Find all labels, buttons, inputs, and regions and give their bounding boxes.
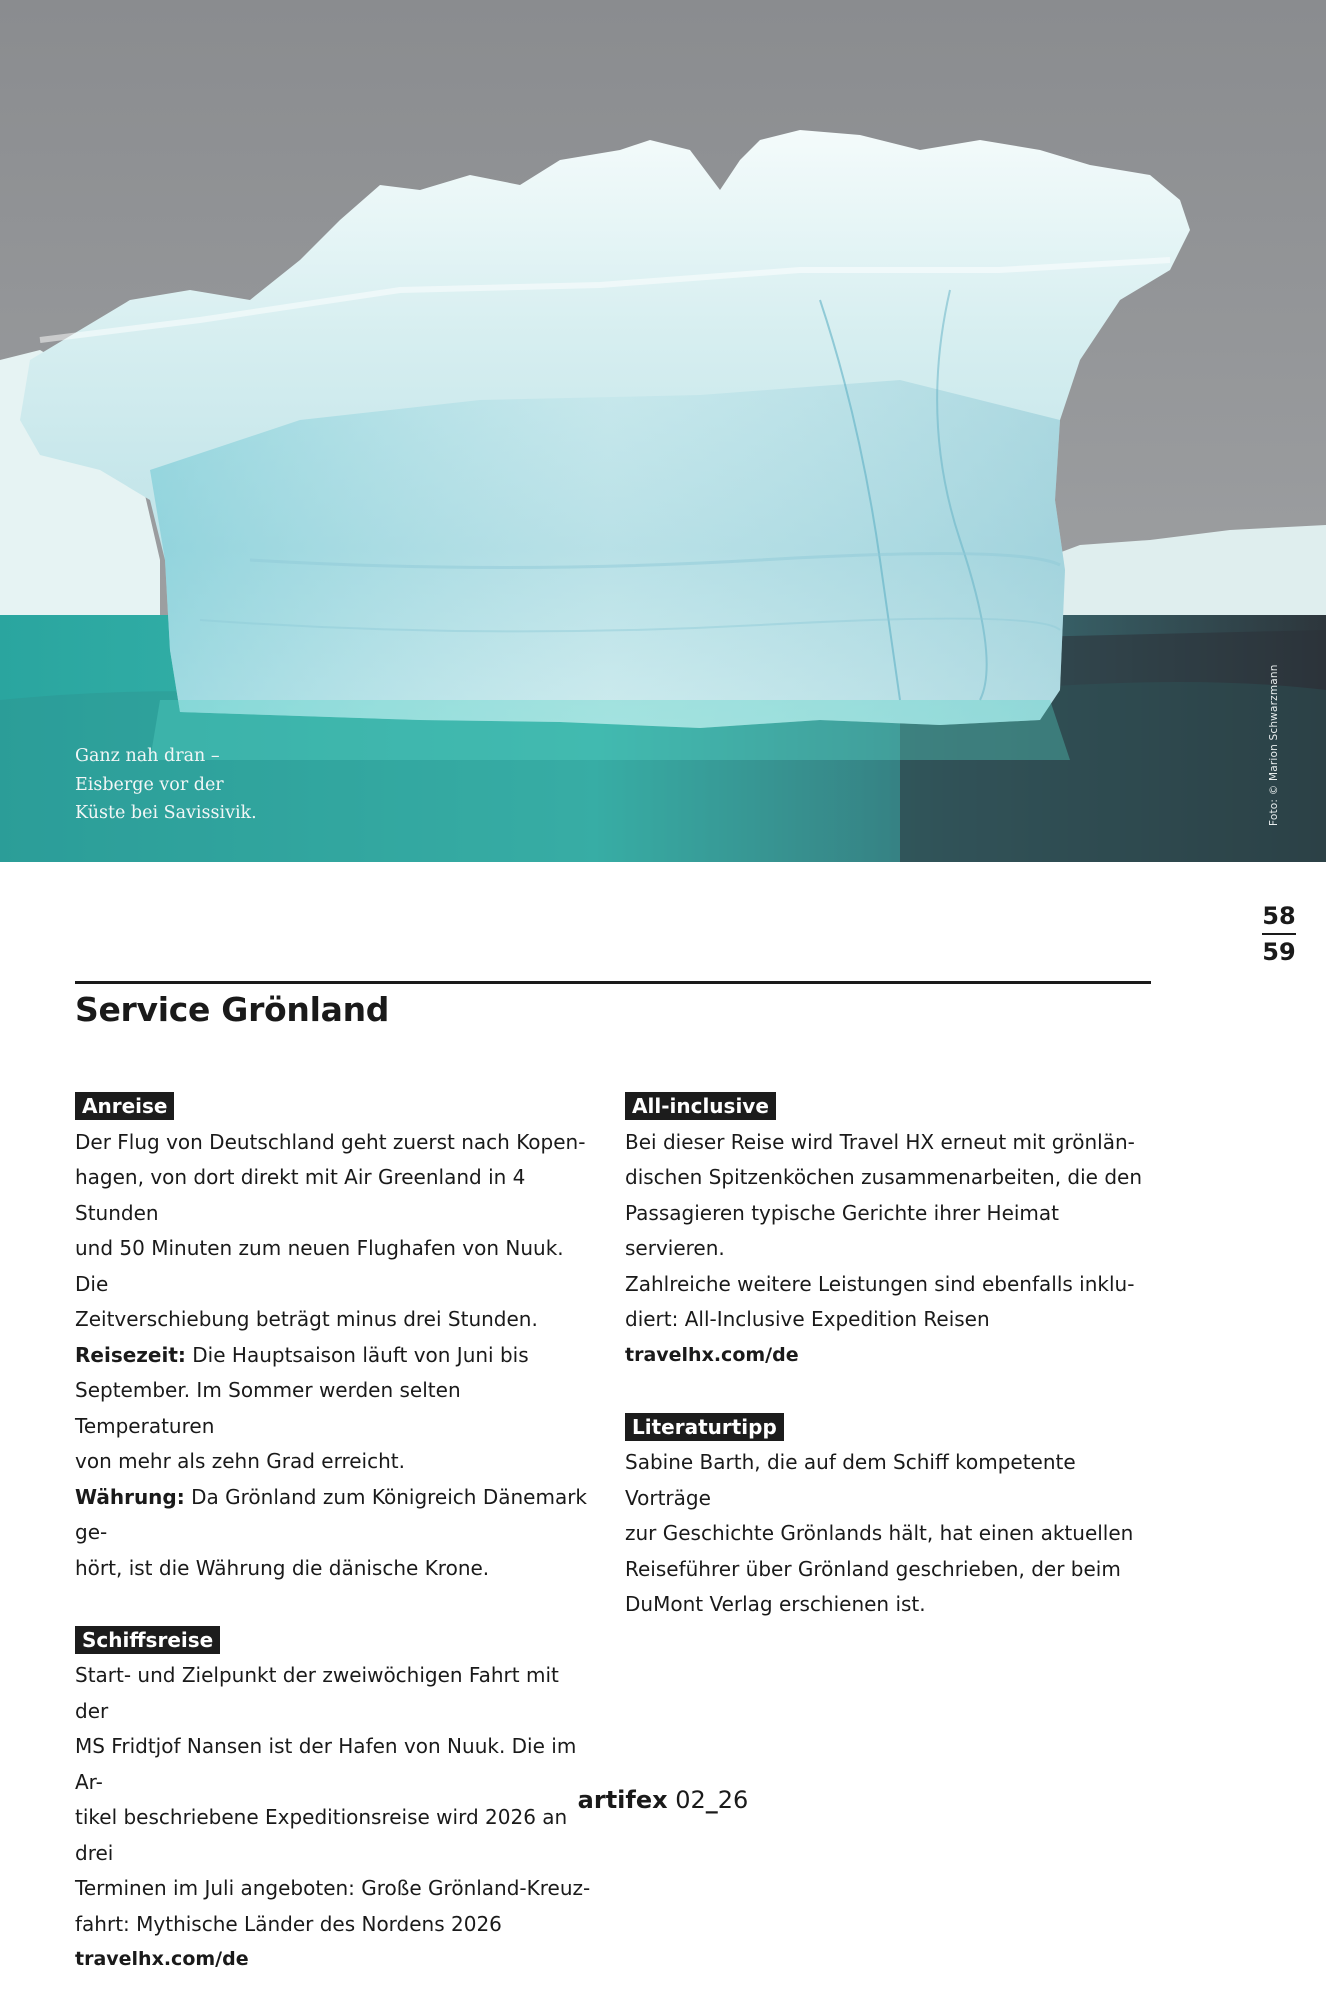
schiffsreise-text: Start- und Zielpunkt der zweiwöchigen Fahrt mit der MS Fridtjof Nansen ist der Hafen von Nuuk. Die im Ar- tikel beschriebene Expeditionsreise wird 2026 an drei Terminen im Juli angeboten: Große Grönland-Kreuz- fahrt: Mythische Länder des Nordens 2026	[75, 1663, 591, 1936]
hero-photo	[0, 0, 1326, 862]
waehrung-label: Währung:	[75, 1484, 185, 1509]
photo-credit: Foto: © Marion Schwarzmann	[1268, 664, 1280, 826]
all-inclusive-text: Bei dieser Reise wird Travel HX erneut mit grönlän- dischen Spitzenköchen zusammenarbeiten, die den Passagieren typische Gerichte ihrer Heimat servieren. Zahlreiche weitere Leistungen sind ebenfalls inklu- diert: All-Inclusive Expedition Reisen	[625, 1129, 1143, 1331]
all-inclusive-label: All-inclusive	[625, 1092, 776, 1120]
all-inclusive-section	[625, 1088, 1145, 1373]
schiffsreise-label: Schiffsreise	[75, 1626, 220, 1654]
footer-number: 26	[717, 1786, 749, 1814]
all-inclusive-link[interactable]: travelhx.com/de	[625, 1343, 799, 1366]
reisezeit-label: Reisezeit:	[75, 1342, 186, 1367]
schiffsreise-link[interactable]: travelhx.com/de	[75, 1948, 249, 1970]
iceberg-photo	[0, 0, 1326, 862]
footer-brand: artifex	[577, 1786, 668, 1814]
literaturtipp-label: Literaturtipp	[625, 1413, 784, 1441]
right-column	[625, 1088, 1145, 1658]
anreise-section	[75, 1088, 595, 1586]
section-title: Service Grönland	[75, 990, 390, 1029]
literaturtipp-section	[625, 1409, 1145, 1623]
footer	[0, 1786, 1326, 1814]
left-column	[75, 1088, 595, 2013]
literaturtipp-text: Sabine Barth, die auf dem Schiff kompetente Vorträge zur Geschichte Grönlands hält, hat einen aktuellen Reiseführer über Grönland geschrieben, der beim DuMont Verlag erschienen ist.	[625, 1450, 1134, 1616]
anreise-text	[75, 1125, 595, 1587]
photo-caption: Ganz nah dran – Eisberge vor der Küste bei Savissivik.	[75, 746, 257, 823]
waehrung-text: Da Grönland zum Königreich Dänemark ge- hört, ist die Währung die dänische Krone.	[75, 1484, 588, 1580]
page-number-right: 59	[1262, 938, 1296, 966]
anreise-body: Der Flug von Deutschland geht zuerst nach Kopen- hagen, von dort direkt mit Air Greenland in 4 Stunden und 50 Minuten zum neuen Flughafen von Nuuk. Die Zeitverschiebung beträgt minus drei Stunden.	[75, 1129, 586, 1331]
section-rule	[75, 981, 1151, 984]
anreise-label: Anreise	[75, 1092, 174, 1120]
page-number-left: 58	[1262, 902, 1296, 930]
footer-issue: 02	[675, 1786, 706, 1814]
footer-separator: _	[705, 1786, 718, 1814]
page-numbers	[1262, 901, 1296, 967]
page-number-divider	[1262, 933, 1296, 935]
reisezeit-text: Die Hauptsaison läuft von Juni bis September. Im Sommer werden selten Temperaturen von mehr als zehn Grad erreicht.	[75, 1342, 529, 1473]
